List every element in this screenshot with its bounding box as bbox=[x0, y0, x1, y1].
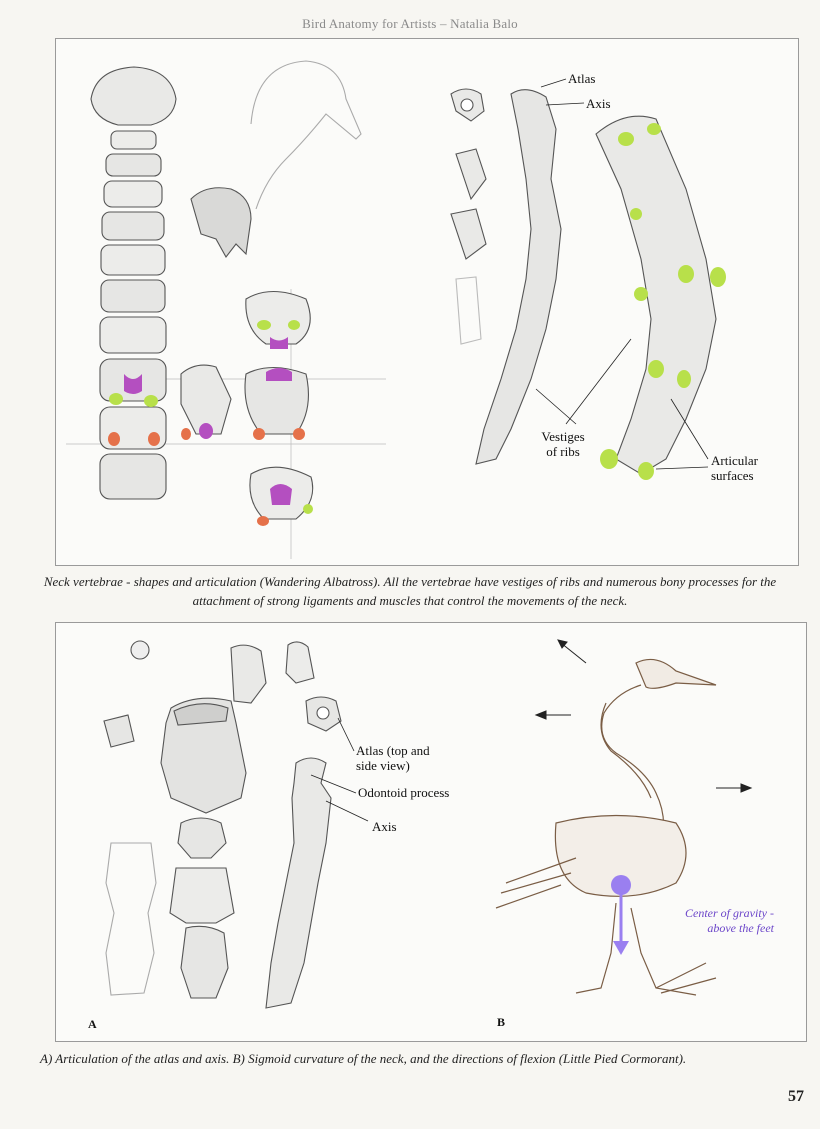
neck-vertebrae-sketches bbox=[56, 39, 798, 565]
caption-top: Neck vertebrae - shapes and articulation (Wandering Albatross). All the vertebrae have vestiges of ribs and numerous bony processes for the attachment of strong ligaments and muscles that control the movements of the neck. bbox=[43, 574, 777, 608]
label-odontoid-process: Odontoid process bbox=[358, 785, 450, 800]
figure-label-a: A bbox=[88, 1017, 97, 1031]
label-axis-bottom: Axis bbox=[372, 819, 397, 834]
label-center-of-gravity: Center of gravity - above the feet bbox=[685, 906, 774, 935]
bottom-illustration-panel bbox=[55, 622, 807, 1042]
figure-label-b: B bbox=[497, 1015, 506, 1029]
label-axis: Axis bbox=[586, 96, 611, 111]
label-atlas: Atlas bbox=[568, 71, 596, 86]
label-articular-surfaces: Articular surfaces bbox=[711, 453, 758, 483]
caption-bottom: A) Articulation of the atlas and axis. B) Sigmoid curvature of the neck, and the directions of flexion (Little Pied Cormorant). bbox=[40, 1051, 687, 1066]
label-vestiges-of-ribs: Vestiges of ribs bbox=[541, 429, 585, 459]
label-atlas-top-and-side-view: Atlas (top and side view) bbox=[356, 743, 430, 773]
top-illustration-panel bbox=[55, 38, 799, 566]
atlas-axis-and-cormorant-sketches bbox=[56, 623, 806, 1041]
page-number: 57 bbox=[788, 1088, 804, 1105]
running-header: Bird Anatomy for Artists – Natalia Balo bbox=[302, 16, 518, 31]
